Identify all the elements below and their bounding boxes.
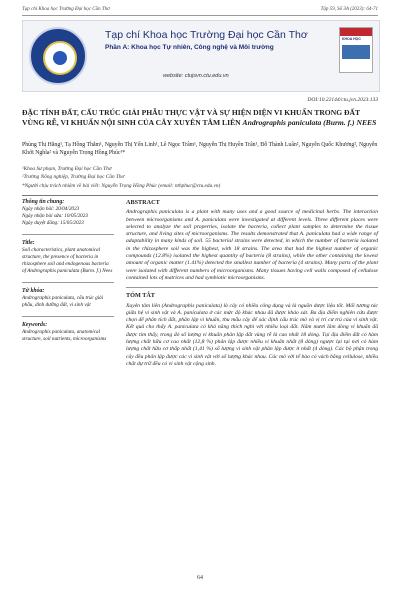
info-divider [22, 282, 114, 283]
accepted-date: Ngày duyệt đăng: 15/05/2023 [22, 220, 84, 226]
section-divider [22, 195, 378, 196]
logo-ring [43, 41, 77, 75]
running-header-left: Tạp chí Khoa học Trường Đại học Cần Thơ [22, 7, 110, 12]
journal-banner [22, 20, 380, 92]
revised-date: Ngày nhận bài sửa: 10/05/2023 [22, 213, 88, 219]
article-title-species: Andrographis paniculata (Burm. f.) NEES [242, 118, 377, 127]
doi-link[interactable]: DOI:10.22144/ctu.jvn.2023.133 [307, 97, 378, 103]
english-keywords-heading: Keywords: [22, 322, 48, 328]
received-date: Ngày nhận bài: 20/04/2023 [22, 206, 80, 212]
author-list: Phùng Thị Hằng¹, Tạ Hồng Thắm¹, Nguyễn Thị Yến Linh¹, Lê Ngọc Trâm¹, Nguyễn Thị Huyền Trân¹, Đỗ Thành Luân², Nguyễn Quốc Khương², Nguyễn Khởi Nghĩa² và Nguyễn Trọng Hồng Phúc¹* [22, 142, 378, 156]
article-info-heading: Thông tin chung: [22, 199, 65, 205]
english-title-text: Soil characteristics, plant anatomical structure, the presence of bacteria in rhizosphere soil and endogenous bacteria of Andrographis paniculata (Burm. f.) Nees [22, 247, 113, 274]
article-title [22, 108, 378, 128]
affiliation-2: ²Trường Nông nghiệp, Trường Đại học Cần Thơ [22, 174, 125, 180]
corresponding-author: *Người chịu trách nhiệm về bài viết: Nguyễn Trọng Hồng Phúc (email: nthphuc@ctu.edu.vn) [22, 183, 221, 189]
header-rule [22, 15, 378, 16]
affiliation-1: ¹Khoa Sư phạm, Trường Đại học Cần Thơ [22, 166, 112, 172]
cover-image [342, 45, 370, 59]
abstract-text: Andrographis paniculata is a plant with many uses and a good source of medicinal herbs. The interaction between microorganisms and A. paniculata were investigated at different levels. Three different places were selected to analyze the soil properties, isolate the bacteria, collect plant samples to determine the tissue structure, and living sites of microorganisms. The results demonstrated that A. paniculata had a wide range of adaptability in many kinds of soil. 55 bacterial strains were detected, in which the number of bacteria isolated in the rhizosphere soil was the highest, with 18 strains. The area that had the highest number of organic compounds (12.8%) isolated the highest quantity of bacteria (8 strains), while the other containing the lowest amount of organic matter (1.41%) detected the smallest number of bacteria (4 strains). Many parts of the plant were isolated with different numbers of microorganisms. Many tissues having cell walls composed of cellulose contained lots of matrices and had symbiotic microorganisms. [126, 209, 378, 281]
english-keywords-text: Andrographis paniculata, anatomical structure, soil nutrients, microorganisms [22, 329, 107, 342]
article-info-block [22, 199, 114, 227]
journal-cover-thumbnail [339, 27, 373, 73]
tomtat-heading: TÓM TẮT [126, 292, 155, 300]
english-keywords-block [22, 322, 114, 343]
journal-section: Phần A: Khoa học Tự nhiên, Công nghệ và Môi trường [105, 44, 274, 51]
running-header-right: Tập 59, Số 3A (2023): 64-71 [320, 7, 378, 12]
logo-core [53, 51, 67, 65]
running-header [22, 7, 378, 12]
journal-title: Tạp chí Khoa học Trường Đại học Cần Thơ [105, 29, 308, 41]
abstract-column [126, 199, 378, 368]
info-divider [22, 234, 114, 235]
journal-website[interactable]: website: ctujsvn.ctu.edu.vn [163, 73, 229, 79]
vietnamese-keywords-heading: Từ khóa: [22, 288, 45, 294]
cover-top-bar [340, 28, 372, 36]
article-title-main: ĐẶC TÍNH ĐẤT, CẤU TRÚC GIẢI PHẪU THỰC VẬT VÀ SỰ HIỆN DIỆN VI KHUẨN TRONG ĐẤT VÙNG RỄ, VI KHUẨN NỘI SINH CỦA CÂY XUYÊN TÂM LIÊN [22, 108, 360, 127]
cover-label: KHOA HỌC [342, 37, 361, 41]
page-number: 64 [197, 575, 203, 581]
article-info-column [22, 199, 114, 350]
info-divider [22, 316, 114, 317]
abstract-divider [126, 287, 378, 288]
english-title-heading: Title: [22, 240, 35, 246]
abstract-heading: ABSTRACT [126, 199, 160, 206]
vietnamese-keywords-block [22, 288, 114, 309]
english-title-block [22, 240, 114, 275]
university-logo [29, 27, 87, 85]
vietnamese-keywords-text: Andrographis paniculata, cấu trúc giải phẫu, dinh dưỡng đất, vi sinh vật [22, 295, 104, 308]
tomtat-text: Xuyên tâm liên (Andrographis paniculata) là cây có nhiều công dụng và là nguồn dược liệu tốt. Mối tương tác giữa hệ vi sinh vật và A. paniculata ở các mức độ khác nhau đã được khảo sát. Ba địa điểm nghiên cứu được chọn để phân tích đất, phân lập vi khuẩn, thu mẫu cây để xác định cấu trúc mô và vị trí cư trú của vi sinh vật. Kết quả cho thấy A. paniculata có khả năng thích nghi với nhiều loại đất. Năm mươi lăm dòng vi khuẩn đã được tìm thấy, trong đó số lượng vi khuẩn phân lập đất vùng rễ là cao nhất 18 dòng. Tại địa điểm đất có hàm lượng chất hữu cơ cao nhất (12,8 %) phân lập được nhiều vi khuẩn nhất (8 dòng) ngược lại tại nơi có hàm lượng chất hữu cơ thấp nhất (1,41 %) số lượng vi sinh vật phân lập được ít nhất (4 dòng). Các bộ phận trong cây đều phân lập được các vi sinh vật với số lượng khác nhau. Các mô với tế bào có vách bằng cellulose, nhiều chất dự trữ đều có vi sinh vật cộng sinh. [126, 302, 378, 367]
